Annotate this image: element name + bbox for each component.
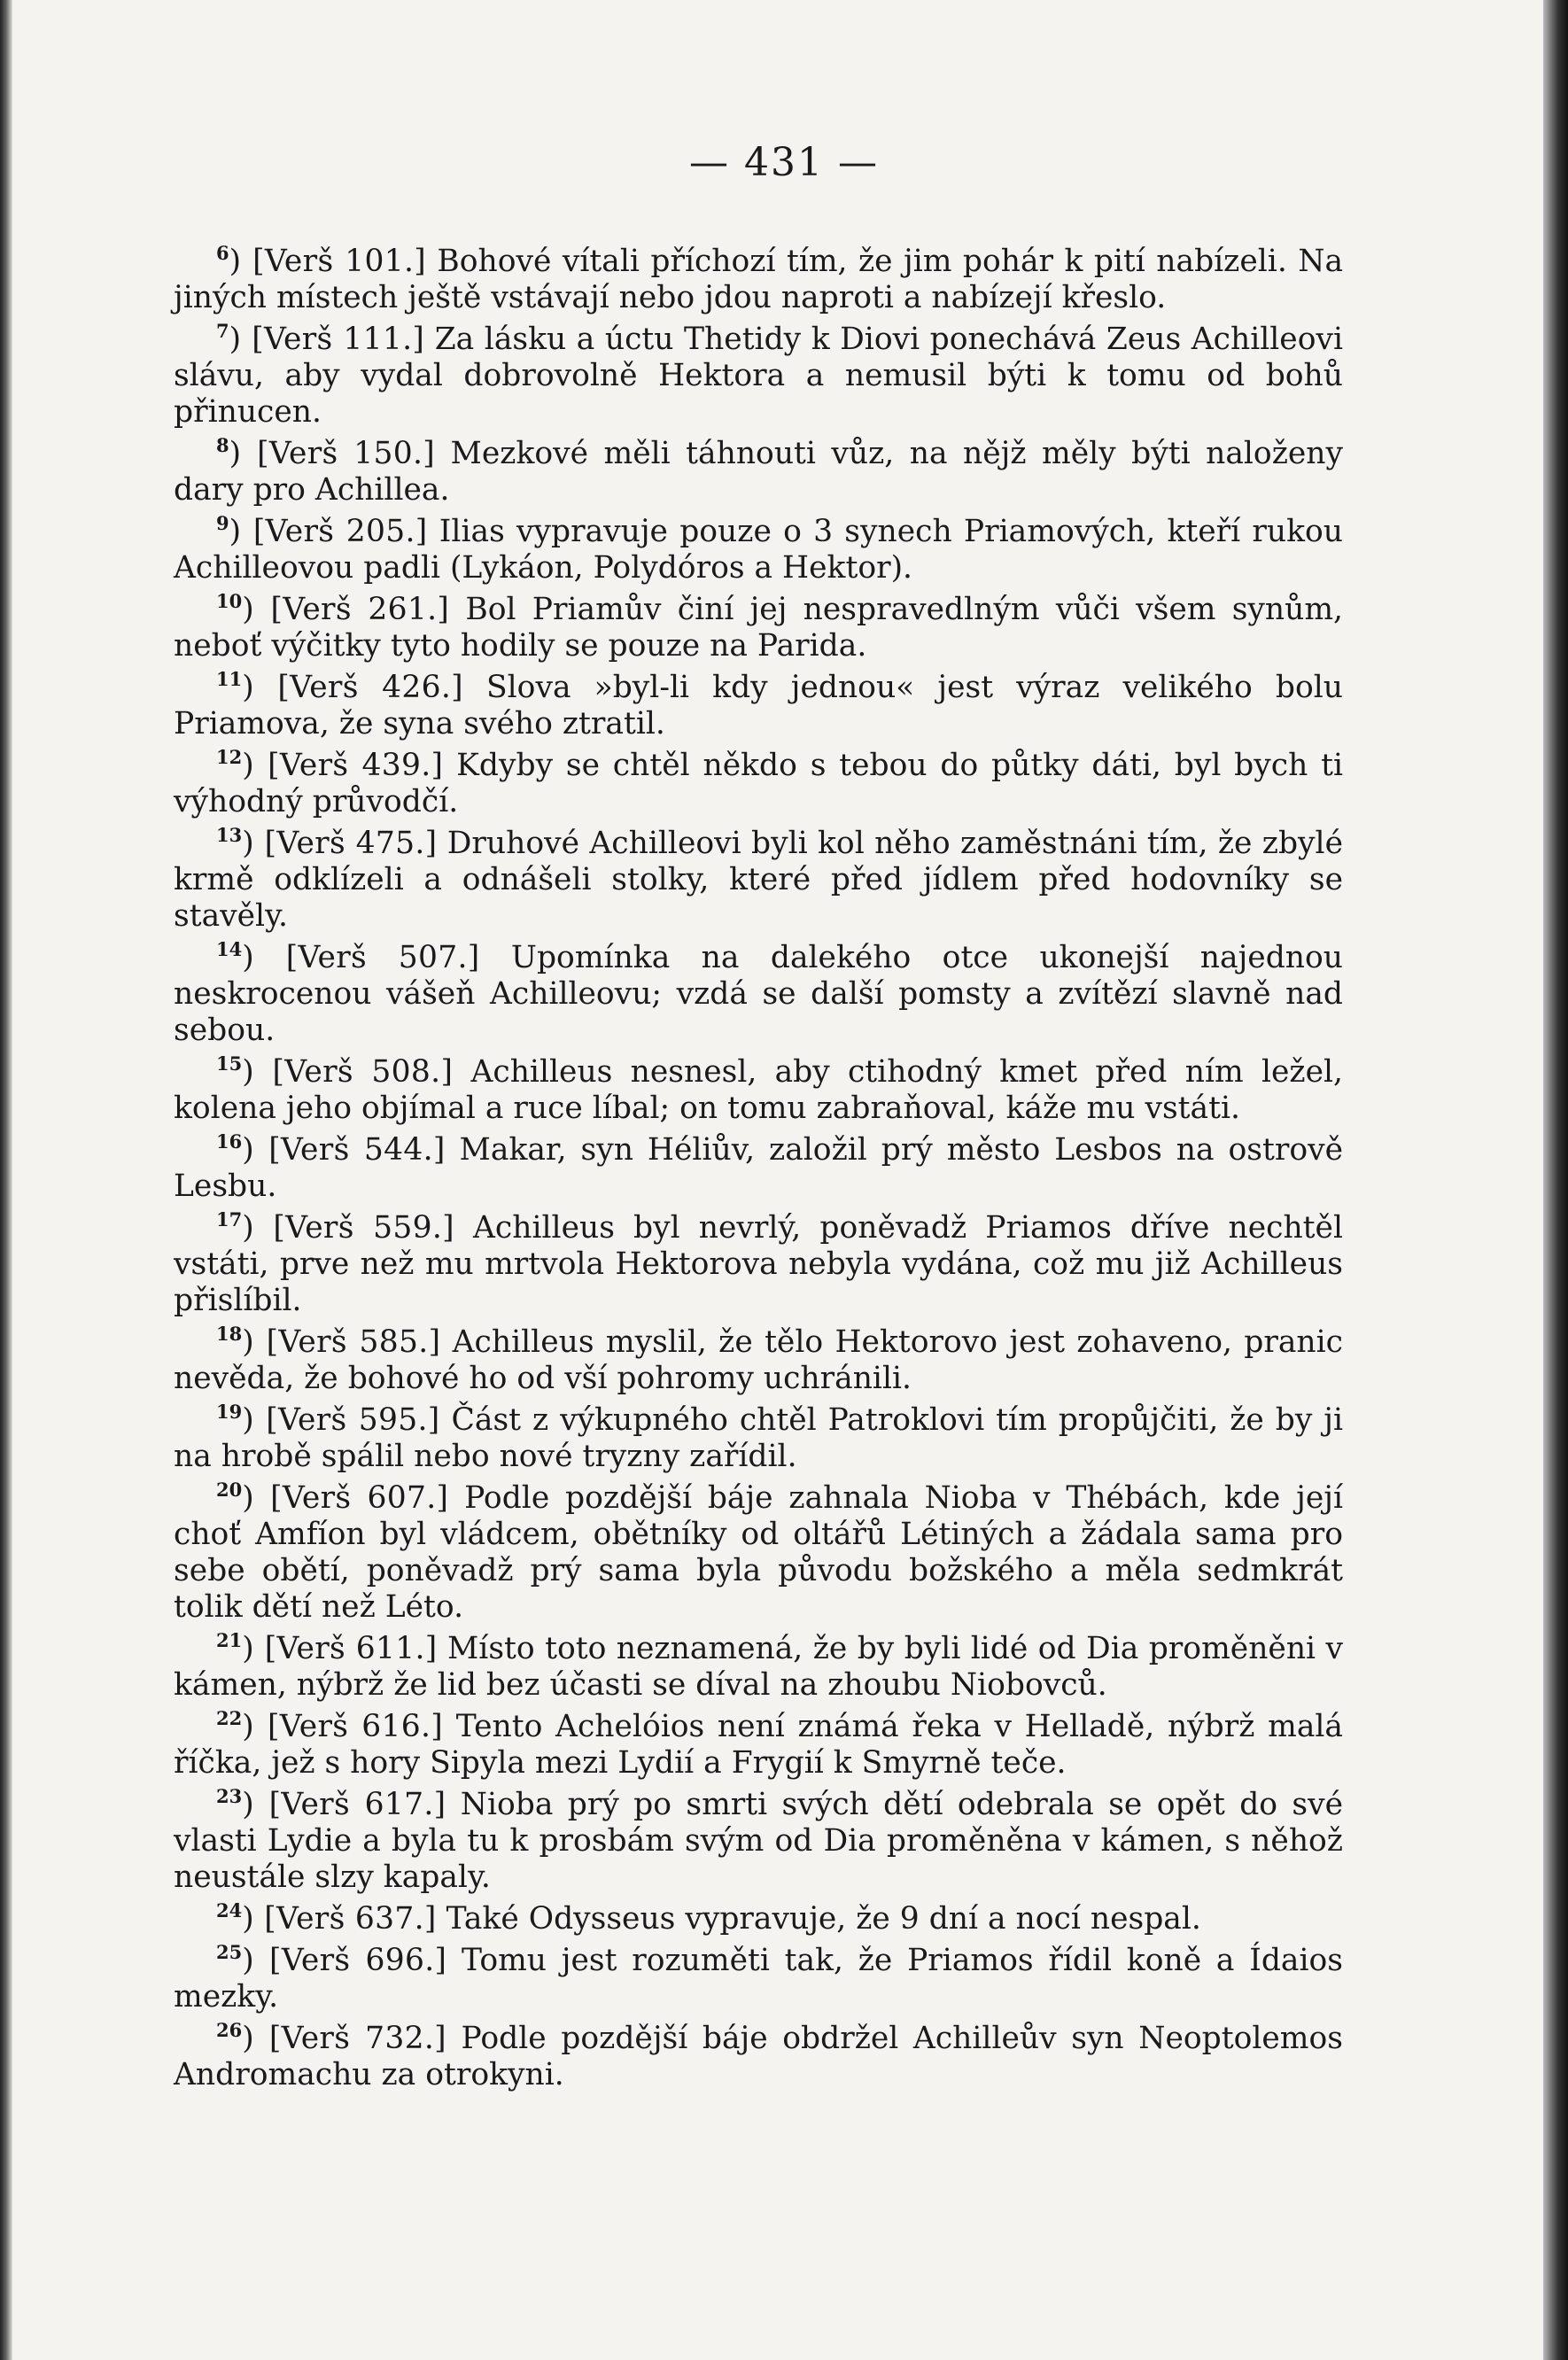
page-right-edge bbox=[1543, 0, 1568, 2360]
footnote bbox=[174, 1324, 1343, 1397]
footnote-ref: ) [Verš 111.] bbox=[229, 322, 425, 357]
footnote-number: 18 bbox=[216, 1323, 243, 1345]
footnote bbox=[174, 1631, 1343, 1704]
footnote-ref: ) [Verš 439.] bbox=[242, 748, 444, 783]
footnote-number: 6 bbox=[216, 242, 229, 264]
footnote bbox=[174, 748, 1343, 820]
footnote-ref: ) [Verš 261.] bbox=[242, 592, 450, 627]
footnote bbox=[174, 670, 1343, 742]
footnote bbox=[174, 940, 1343, 1049]
footnote-ref: ) [Verš 150.] bbox=[229, 436, 436, 471]
footnote-number: 23 bbox=[216, 1785, 243, 1807]
footnote-number: 24 bbox=[216, 1899, 243, 1921]
footnote bbox=[174, 436, 1343, 508]
footnote-ref: ) [Verš 617.] bbox=[242, 1787, 446, 1822]
footnote-number: 14 bbox=[216, 938, 243, 960]
footnote-ref: ) [Verš 205.] bbox=[229, 514, 428, 549]
footnote-text: Také Odysseus vypravuje, že 9 dní a nocí nespal. bbox=[436, 1901, 1201, 1937]
footnote bbox=[174, 826, 1343, 935]
footnote-text: Podle pozdější báje zahnala Nioba v Thébách, kde její choť Amfíon byl vládcem, obětníky od oltářů Létiných a žádala sama pro sebe obětí, poněvadž prý sama byla původu božského a měla sedmkrát tolik dětí než Léto. bbox=[174, 1480, 1343, 1625]
footnote-text: Ilias vypravuje pouze o 3 synech Priamových, kteří rukou Achilleovou padli (Lykáon, Polydóros a Hektor). bbox=[174, 514, 1343, 586]
footnote-text: Bohové vítali příchozí tím, že jim pohár k pití nabízeli. Na jiných místech ještě vstávají nebo jdou naproti a nabízejí křeslo. bbox=[174, 244, 1344, 315]
footnote bbox=[174, 1480, 1343, 1626]
footnote bbox=[174, 1709, 1343, 1782]
footnotes bbox=[174, 244, 1343, 2099]
footnote-number: 9 bbox=[216, 512, 229, 534]
footnote-ref: ) [Verš 507.] bbox=[242, 940, 480, 975]
footnote bbox=[174, 1210, 1343, 1319]
footnote-number: 26 bbox=[216, 2019, 243, 2041]
footnote-text: Bol Priamův činí jej nespravedlným vůči všem synům, neboť výčitky tyto hodily se pouze na Parida. bbox=[174, 592, 1344, 664]
footnote bbox=[174, 1132, 1343, 1205]
footnote-ref: ) [Verš 559.] bbox=[242, 1210, 454, 1246]
footnote-ref: ) [Verš 426.] bbox=[242, 670, 463, 705]
footnote-text: Tento Achelóios není známá řeka v Helladě, nýbrž malá říčka, jež s hory Sipyla mezi Lydií a Frygií k Smyrně teče. bbox=[174, 1709, 1343, 1781]
footnote-number: 10 bbox=[216, 590, 243, 612]
footnote-ref: ) [Verš 475.] bbox=[242, 826, 438, 861]
footnote-text: Achilleus myslil, že tělo Hektorovo jest zohaveno, pranic nevěda, že bohové ho od vší pohromy uchránili. bbox=[174, 1324, 1343, 1396]
footnote bbox=[174, 2021, 1343, 2093]
footnote-text: Druhové Achilleovi byli kol něho zaměstnáni tím, že zbylé krmě odklízeli a odnášeli stolky, které před jídlem před hodovníky se stavěly. bbox=[174, 826, 1343, 934]
footnote-number: 16 bbox=[216, 1130, 243, 1153]
footnote-ref: ) [Verš 611.] bbox=[242, 1631, 438, 1666]
footnote-ref: ) [Verš 595.] bbox=[242, 1402, 440, 1438]
footnote-number: 11 bbox=[216, 668, 243, 690]
footnote-ref: ) [Verš 637.] bbox=[242, 1901, 437, 1937]
footnote bbox=[174, 514, 1343, 586]
footnote-text: Nioba prý po smrti svých dětí odebrala se opět do své vlasti Lydie a byla tu k prosbám svým od Dia proměněna v kámen, s něhož neustále slzy kapaly. bbox=[174, 1787, 1344, 1895]
footnote-number: 17 bbox=[216, 1208, 243, 1230]
footnote-number: 19 bbox=[216, 1401, 243, 1423]
footnote-number: 15 bbox=[216, 1052, 243, 1075]
footnote-number: 25 bbox=[216, 1941, 243, 1963]
footnote-ref: ) [Verš 544.] bbox=[242, 1132, 446, 1168]
footnote-number: 8 bbox=[216, 434, 229, 456]
footnote bbox=[174, 1943, 1343, 2015]
footnote-text: Mezkové měli táhnouti vůz, na nějž měly býti naloženy dary pro Achillea. bbox=[174, 436, 1343, 508]
footnote bbox=[174, 1901, 1343, 1937]
footnote-number: 21 bbox=[216, 1629, 243, 1651]
footnote bbox=[174, 1402, 1343, 1475]
footnote-text: Makar, syn Héliův, založil prý město Lesbos na ostrově Lesbu. bbox=[174, 1132, 1344, 1204]
footnote-text: Achilleus nesnesl, aby ctihodný kmet před ním ležel, kolena jeho objímal a ruce líbal; on tomu zabraňoval, káže mu vstáti. bbox=[174, 1054, 1343, 1126]
footnote-ref: ) [Verš 508.] bbox=[242, 1054, 454, 1090]
footnote bbox=[174, 592, 1343, 664]
footnote-text: Podle pozdější báje obdržel Achilleův syn Neoptolemos Andromachu za otrokyni. bbox=[174, 2021, 1344, 2092]
footnote-text: Achilleus byl nevrlý, poněvadž Priamos dříve nechtěl vstáti, prve než mu mrtvola Hektorova nebyla vydána, což mu již Achilleus přislíbil. bbox=[174, 1210, 1344, 1318]
footnote bbox=[174, 1054, 1343, 1127]
footnote-ref: ) [Verš 696.] bbox=[242, 1943, 447, 1978]
footnote-ref: ) [Verš 101.] bbox=[229, 244, 426, 279]
footnote bbox=[174, 322, 1343, 431]
footnote-text: Tomu jest rozuměti tak, že Priamos řídil koně a Ídaios mezky. bbox=[174, 1943, 1343, 2015]
footnote-ref: ) [Verš 585.] bbox=[242, 1324, 441, 1360]
footnote-text: Kdyby se chtěl někdo s tebou do půtky dáti, byl bych ti výhodný průvodčí. bbox=[174, 748, 1344, 819]
footnote-ref: ) [Verš 732.] bbox=[242, 2021, 446, 2056]
footnote-text: Část z výkupného chtěl Patroklovi tím propůjčiti, že by ji na hrobě spálil nebo nové tryzny zařídil. bbox=[174, 1402, 1344, 1474]
footnote-text: Upomínka na dalekého otce ukonejší najednou neskrocenou vášeň Achilleovu; vzdá se další pomsty a zvítězí slavně nad sebou. bbox=[174, 940, 1344, 1048]
footnote-number: 7 bbox=[216, 320, 229, 342]
footnote-text: Za lásku a úctu Thetidy k Diovi ponechává Zeus Achilleovi slávu, aby vydal dobrovolně Hektora a nemusil býti k tomu od bohů přinucen. bbox=[174, 322, 1344, 430]
page-left-edge bbox=[0, 0, 12, 2360]
footnote-text: Místo toto neznamená, že by byli lidé od Dia proměněni v kámen, nýbrž že lid bez účasti se díval na zhoubu Niobovců. bbox=[174, 1631, 1344, 1703]
footnote-ref: ) [Verš 616.] bbox=[242, 1709, 444, 1744]
footnote-number: 22 bbox=[216, 1707, 243, 1729]
footnote-number: 13 bbox=[216, 824, 243, 846]
page-number: — 431 — bbox=[689, 140, 879, 185]
footnote bbox=[174, 244, 1343, 316]
footnote-ref: ) [Verš 607.] bbox=[242, 1480, 449, 1516]
footnote-number: 20 bbox=[216, 1479, 243, 1501]
footnote-number: 12 bbox=[216, 746, 243, 768]
footnote-text: Slova »byl-li kdy jednou« jest výraz velikého bolu Priamova, že syna svého ztratil. bbox=[174, 670, 1343, 741]
footnote bbox=[174, 1787, 1343, 1896]
